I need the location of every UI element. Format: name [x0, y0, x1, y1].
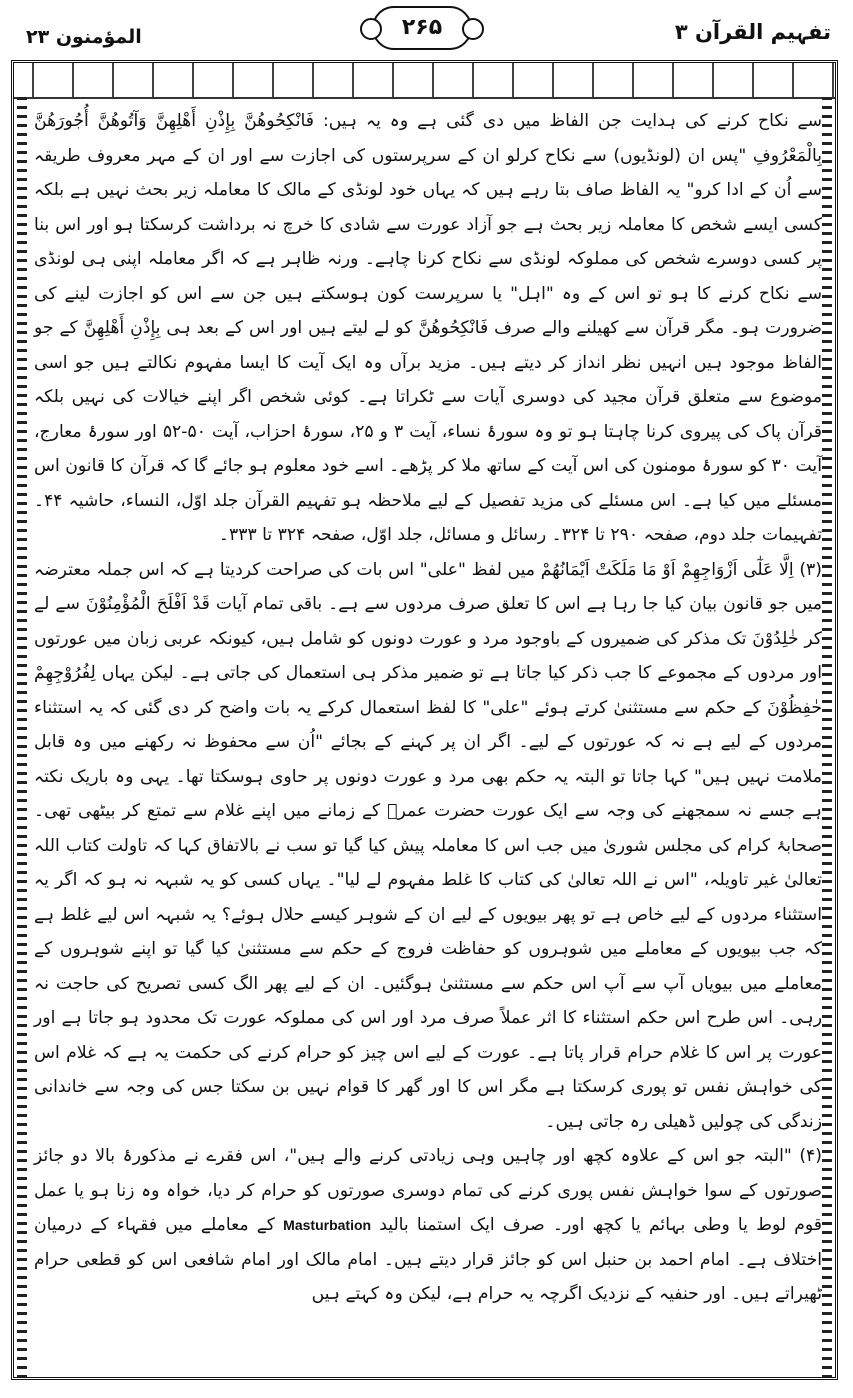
- page-header: [0, 0, 853, 60]
- paragraph: سے نکاح کرنے کی ہدایت جن الفاظ میں دی گئی ہے وہ یہ ہیں: فَانْكِحُوهُنَّ بِإِذْنِ أَهْلِهِنَّ وَآتُوهُنَّ أُجُورَهُنَّ بِالْمَعْرُوفِ "پس ان (لونڈیوں) سے نکاح کرلو ان کے سرپرستوں کی اجازت سے اور ان کے مہر معروف طریقہ سے اُن کے ادا کرو" یہ الفاظ صاف بتا رہے ہیں کہ یہاں خود لونڈی کے مالک کا معاملہ زیر بحث نہیں ہے بلکہ کسی ایسے شخص کا معاملہ زیر بحث ہے جو آزاد عورت سے شادی کا خرچ نہ برداشت کرسکتا ہو اور اس بنا پر کسی دوسرے شخص کی مملوکہ لونڈی سے نکاح کرنا چاہے۔ ورنہ ظاہر ہے کہ اگر معاملہ اپنی ہی لونڈی سے نکاح کرنے کا ہو تو اس کے وہ "اہل" یا سرپرست کون ہوسکتے ہیں جن سے اس کو اجازت لینے کی ضرورت ہو۔ مگر قرآن سے کھیلنے والے صرف فَانْكِحُوهُنَّ کو لے لیتے ہیں اور اس کے بعد ہی بِإِذْنِ أَهْلِهِنَّ کے جو الفاظ موجود ہیں انہیں نظر انداز کر دیتے ہیں۔ مزید برآں وہ ایک آیت کا ایسا مفہوم نکالتے ہیں جو اسی موضوع سے متعلق قرآن مجید کی دوسری آیات سے ٹکراتا ہے۔ کوئی شخص اگر اپنے خیالات کی نہیں بلکہ قرآن پاک کی پیروی کرنا چاہتا ہو تو وہ سورۂ نساء، آیت ۳ و ۲۵، سورۂ احزاب، آیت ۵۰-۵۲ اور سورۂ معارج، آیت ۳۰ کو سورۂ مومنون کی اس آیت کے ساتھ ملا کر پڑھے۔ اسے خود معلوم ہو جائے گا کہ قرآن کا قانون اس مسئلے میں کیا ہے۔ اس مسئلے کی مزید تفصیل کے لیے ملاحظہ ہو تفہیم القرآن جلد اوّل، النساء، حاشیہ ۴۴۔ تفہیمات جلد دوم، صفحہ ۲۹۰ تا ۳۲۴۔ رسائل و مسائل، جلد اوّل، صفحہ ۳۲۴ تا ۳۳۳۔: [34, 111, 823, 545]
- surah-title: المؤمنون ۲۳: [26, 26, 142, 48]
- note-4-text-a: (۴) "البتہ جو اس کے علاوہ کچھ اور چاہیں وہی زیادتی کرنے والے ہیں"، اس فقرے نے مذکورۂ بالا دو جائز صورتوں کے سوا خواہش نفس پوری کرنے کی تمام دوسری صورتوں کو حرام کر دیا، خواہ وہ زنا ہو یا عمل قوم لوط یا وطی بہائم یا کچھ اور۔ صرف ایک استمنا بالید: [34, 1146, 823, 1235]
- left-pillar: [17, 97, 27, 1377]
- note-4: [34, 1139, 822, 1312]
- ornamental-top-band: [14, 63, 835, 99]
- book-title: تفہیم القرآن ۳: [674, 20, 831, 44]
- note-3: (۳) اِلَّا عَلٰٓى اَزْوَاجِهِمْ اَوْ مَا مَلَكَتْ اَيْمَانُهُمْ میں لفظ "علی" اس بات کی صراحت کردیتا ہے کہ اس جملہ معترضہ میں جو قانون بیان کیا جا رہا ہے اس کا تعلق صرف مردوں سے ہے۔ باقی تمام آیات قَدْ اَفْلَحَ الْمُؤْمِنُوْنَ سے لے کر خٰلِدُوْنَ تک مذکر کی ضمیروں کے باوجود مرد و عورت دونوں کو شامل ہیں، کیونکہ عربی زبان میں عورتوں اور مردوں کے مجموعے کا جب ذکر کیا جاتا ہے تو ضمیر مذکر ہی استعمال کی جاتی ہے۔ لیکن یہاں لِفُرُوْجِهِمْ حٰفِظُوْنَ کے حکم سے مستثنیٰ کرتے ہوئے "علی" کا لفظ استعمال کرکے یہ بات واضح کر دی گئی کہ یہ استثناء مردوں کے لیے ہے نہ کہ عورتوں کے لیے۔ اگر ان پر کہنے کے بجائے "اُن سے محفوظ نہ رکھنے میں وہ قابل ملامت نہیں ہیں" کہا جاتا تو البتہ یہ حکم بھی مرد و عورت دونوں پر حاوی ہوسکتا تھا۔ یہی وہ باریک نکتہ ہے جسے نہ سمجھنے کی وجہ سے ایک عورت حضرت عمرؓ کے زمانے میں اپنے غلام سے تمتع کر بیٹھی تھی۔ صحابۂ کرام کی مجلس شوریٰ میں جب اس کا معاملہ پیش کیا گیا تو سب نے بالاتفاق کہا کہ تاولت کتاب اللہ تعالیٰ غیر تاویلہ، "اس نے اللہ تعالیٰ کی کتاب کا غلط مفہوم لے لیا"۔ یہاں کسی کو یہ شبہہ نہ ہو کہ اگر یہ استثناء مردوں کے لیے خاص ہے تو پھر بیویوں کے لیے ان کے شوہر کیسے حلال ہوئے؟ یہ شبہہ اس لیے غلط ہے کہ جب بیویوں کے معاملے میں شوہروں کو حفاظت فروج کے حکم سے مستثنیٰ کیا گیا تو اپنے شوہروں کے معاملے میں بیویاں آپ سے آپ اس حکم سے مستثنیٰ ہوگئیں۔ ان کے لیے پھر الگ کسی تصریح کی حاجت نہ رہی۔ اس طرح اس حکم استثناء کا اثر عملاً صرف مرد اور اس کی مملوکہ عورت تک محدود ہو جاتا ہے اور عورت پر اس کا غلام حرام قرار پاتا ہے۔ عورت کے لیے اس چیز کو حرام کرنے کی حکمت یہ ہے کہ غلام اس کی خواہش نفس تو پوری کرسکتا ہے مگر اس کا اور گھر کا قوام نہیں بن سکتا جس کی وجہ سے خاندانی زندگی کی چولیں ڈھیلی رہ جاتی ہیں۔: [34, 559, 822, 1132]
- commentary-text: [34, 104, 822, 1374]
- english-term: Masturbation: [283, 1217, 372, 1233]
- page-number: ۲۶۵: [372, 6, 472, 50]
- right-pillar: [822, 97, 832, 1377]
- note-4-text-b: کے معاملے میں فقہاء کے درمیان اختلاف ہے۔ امام احمد بن حنبل اس کو جائز قرار دیتے ہیں۔ امام مالک اور امام شافعی اس کو قطعی حرام ٹھیراتے ہیں۔ اور حنفیہ کے نزدیک اگرچہ یہ حرام ہے، لیکن وہ کہتے ہیں: [34, 1215, 822, 1304]
